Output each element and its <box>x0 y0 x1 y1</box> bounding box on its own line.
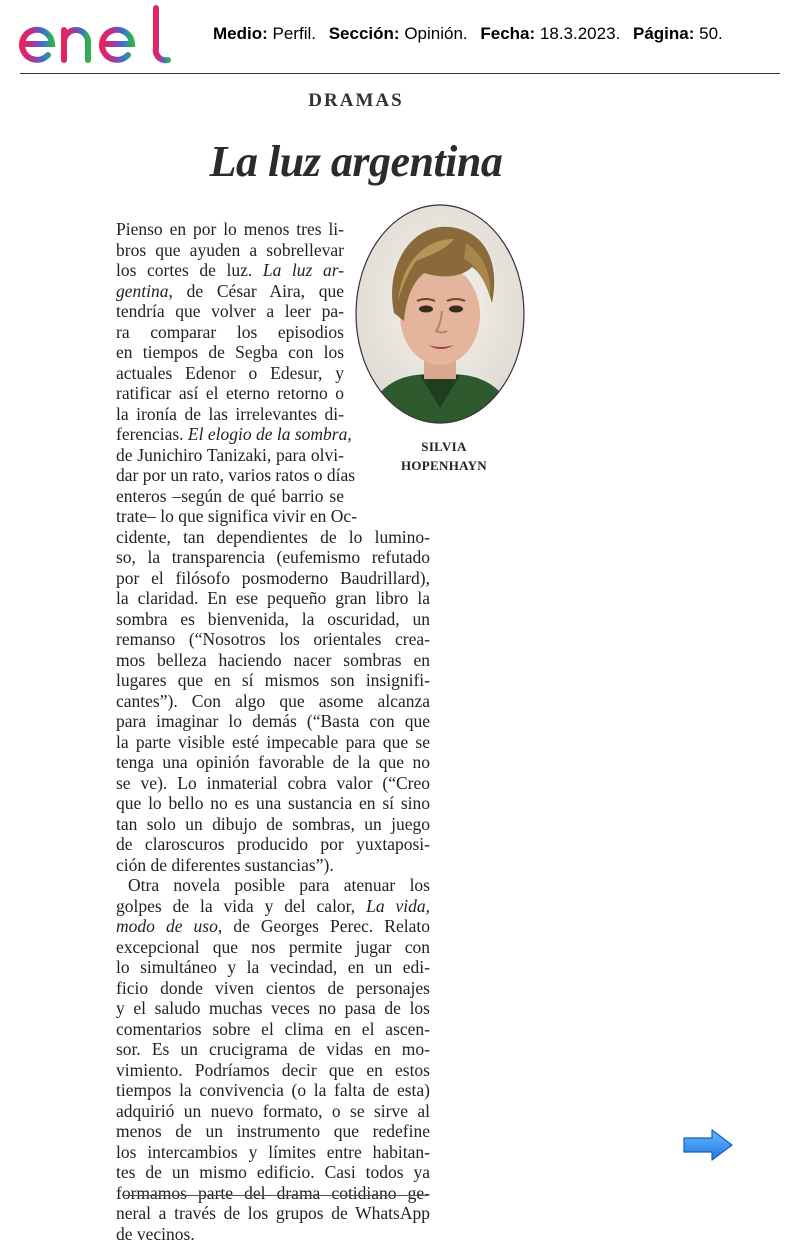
body-line: neral a través de los grupos de WhatsApp <box>116 1203 430 1223</box>
book-title: modo de uso <box>116 916 218 936</box>
body-line: los cortes de luz. La luz ar- <box>116 260 344 280</box>
seccion-label: Sección: <box>328 24 400 43</box>
body-line: adquirió un nuevo formato, o se sirve al <box>116 1100 430 1121</box>
body-line: tes de un mismo edificio. Casi todos ya <box>116 1162 430 1182</box>
body-line: actuales Edenor o Edesur, y <box>116 362 344 383</box>
body-line: tiempos la convivencia (o la falta de esta) <box>116 1080 430 1100</box>
body-line: de vecinos. <box>116 1223 195 1244</box>
clipping-header <box>0 0 800 76</box>
body-line: menos de un instrumento que redefine <box>116 1121 430 1141</box>
book-title: La luz ar- <box>262 260 344 280</box>
body-line: cidente, tan dependientes de lo lumino- <box>116 526 430 547</box>
body-line: vimiento. Podríamos decir que en estos <box>116 1059 430 1080</box>
body-line: lo simultáneo y la vecindad, en un edi- <box>116 957 430 977</box>
body-line: la parte visible esté impecable para que se <box>116 731 430 752</box>
author-caption <box>378 437 510 475</box>
fecha-value: 18.3.2023. <box>539 24 621 43</box>
pagina-label: Página: <box>633 24 695 43</box>
author-first-name: SILVIA <box>421 439 467 454</box>
body-line: los intercambios y límites entre habitan- <box>116 1141 430 1162</box>
body-line: y el saludo muchas veces no pasa de los <box>116 998 430 1018</box>
article-title: La luz argentina <box>209 137 503 186</box>
body-line: sombra es bienvenida, la oscuridad, un <box>116 608 430 629</box>
body-line: ratificar así el eterno retorno o <box>116 383 344 403</box>
body-line: para imaginar lo demás (“Basta con que <box>116 711 430 731</box>
body-line: tendría que volver a leer pa- <box>116 301 344 321</box>
body-line: por el filósofo posmoderno Baudrillard), <box>116 567 430 588</box>
body-line: ra comparar los episodios <box>116 321 344 342</box>
body-line: de claroscuros producido por yuxtaposi- <box>116 834 430 854</box>
body-line: golpes de la vida y del calor, La vida, <box>116 895 430 916</box>
body-line: la claridad. En ese pequeño gran libro la <box>116 588 430 608</box>
body-line: excepcional que nos permite jugar con <box>116 936 430 957</box>
body-line: de Junichiro Tanizaki, para olvi- <box>116 444 344 465</box>
body-line: tenga una opinión favorable de la que no <box>116 752 430 772</box>
medio-label: Medio: <box>213 24 268 43</box>
body-line: mos belleza haciendo nacer sombras en <box>116 649 430 670</box>
header-divider <box>20 73 780 74</box>
body-line: remanso (“Nosotros los orientales crea- <box>116 629 430 649</box>
svg-text:enel: enel <box>16 2 18 3</box>
book-title: La vida, <box>366 895 430 916</box>
body-line: enteros –según de qué barrio se <box>116 485 344 506</box>
fecha-label: Fecha: <box>480 24 536 43</box>
body-line: comentarios sobre el clima en el ascen- <box>116 1018 430 1039</box>
body-line: que lo bello no es una sustancia en sí sino <box>116 793 430 813</box>
body-line: dar por un rato, varios ratos o días <box>116 465 356 485</box>
body-line: tan solo un dibujo de sombras, un juego <box>116 813 430 834</box>
medio-value: Perfil. <box>272 24 316 43</box>
body-line: ferencias. El elogio de la sombra, <box>116 424 352 444</box>
book-title: gentina <box>116 280 169 301</box>
body-line: bros que ayuden a sobrellevar <box>116 239 344 260</box>
body-line: se ve). Lo inmaterial cobra valor (“Creo <box>116 772 430 793</box>
arrow-right-icon[interactable] <box>682 1128 734 1162</box>
body-line: modo de uso, de Georges Perec. Relato <box>116 916 430 936</box>
book-title: El elogio de la sombra, <box>187 424 352 444</box>
body-line: formamos parte del drama cotidiano ge- <box>116 1182 430 1203</box>
column-bottom-rule <box>122 1195 428 1196</box>
seccion-value: Opinión. <box>404 24 468 43</box>
enel-logo <box>16 2 186 68</box>
body-line: sor. Es un crucigrama de vidas en mo- <box>116 1039 430 1059</box>
body-line: gentina, de César Aira, que <box>116 280 344 301</box>
pagina-value: 50. <box>699 24 723 43</box>
section-label: DRAMAS <box>308 90 404 111</box>
body-line: so, la transparencia (eufemismo refutado <box>116 547 430 567</box>
body-line: lugares que en sí mismos son insignifi- <box>116 670 430 690</box>
body-line: cantes”). Con algo que asome alcanza <box>116 690 430 711</box>
author-last-name: HOPENHAYN <box>400 458 487 473</box>
body-line: ficio donde viven cientos de personajes <box>116 977 430 998</box>
body-line: la ironía de las irrelevantes di- <box>116 403 344 424</box>
clipping-metadata <box>213 24 723 44</box>
body-line: en tiempos de Segba con los <box>116 342 344 362</box>
body-line: trate– lo que significa vivir en Oc- <box>116 506 358 526</box>
body-line: ción de diferentes sustancias”). <box>116 854 334 875</box>
body-line: Pienso en por lo menos tres li- <box>116 219 344 239</box>
author-portrait <box>354 203 526 425</box>
body-line: Otra novela posible para atenuar los <box>128 875 430 895</box>
